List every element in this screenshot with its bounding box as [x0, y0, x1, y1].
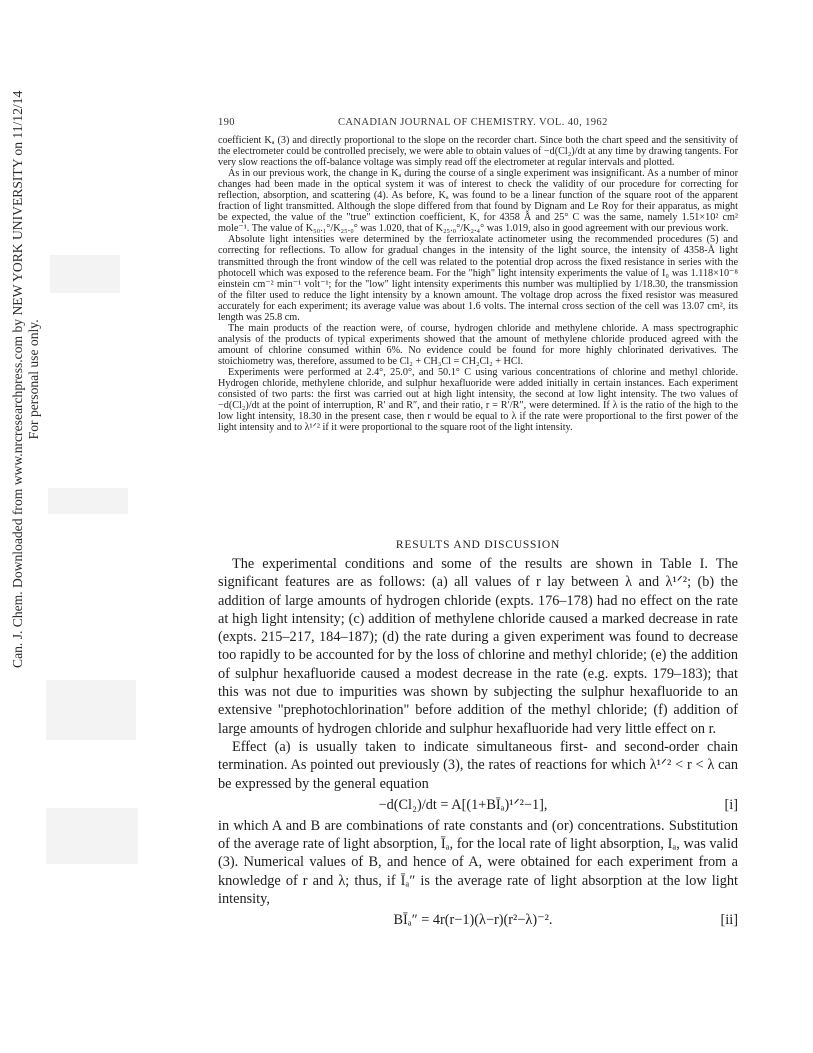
results-text — [218, 555, 738, 932]
watermark-line-1: Can. J. Chem. Downloaded from www.nrcresearchpress.com by NEW YORK UNIVERSITY on 11/12/14 — [10, 90, 25, 668]
methods-text — [218, 135, 738, 433]
paragraph: in which A and B are combinations of rate constants and (or) concentrations. Substitution of the average rate of light absorption, Īₐ, for the local rate of light absorption, Iₐ, was valid (3). Numerical values of B, and hence of A, were obtained for each experiment from a knowledge of r and λ; thus, if Īₐ″ is the average rate of light absorption at the low light intensity, — [218, 817, 738, 908]
equation-number: [i] — [724, 796, 738, 813]
paragraph: Absolute light intensities were determined by the ferrioxalate actinometer using the recommended procedures (5) and correcting for reflections. To allow for gradual changes in the intensity of the light source, the intensity of 4358-Å light transmitted through the front window of the cell was related to the potential drop across the fixed resistance in series with the photocell which was exposed to the reference beam. For the "high" light intensity experiments the value of I₀ was 1.118×10⁻⁸ einstein cm⁻² min⁻¹ volt⁻¹; for the "low" light intensity experiments this number was multiplied by 1/18.30, the transmission of the filter used to reduce the light intensity by a known amount. The voltage drop across the fixed resistor was measured accurately for each experiment; its average value was about 1.6 volts. The internal cross section of the cell was 13.07 cm², its length was 25.8 cm. — [218, 234, 738, 323]
watermark-line-2: For personal use only. — [26, 319, 41, 440]
section-heading: RESULTS AND DISCUSSION — [395, 539, 561, 551]
scan-smudge — [46, 808, 138, 864]
equation-body: BĪₐ″ = 4r(r−1)(λ−r)(r²−λ)⁻². — [393, 912, 553, 929]
journal-title: CANADIAN JOURNAL OF CHEMISTRY. VOL. 40, 1962 — [338, 117, 608, 128]
equation-number: [ii] — [720, 912, 738, 929]
equation-i — [218, 795, 738, 815]
scan-smudge — [50, 255, 120, 293]
paragraph: As in our previous work, the change in Kₐ during the course of a single experiment was insignificant. As a number of minor changes had been made in the optical system it was of interest to check the validity of our procedure for correcting for reflection, absorption, and scattering (4). As before, Kₐ was found to be a linear function of the square root of the apparent fraction of light transmitted. Although the slope differed from that found by Dignam and Le Roy for their apparatus, as might be expected, the value of the "true" extinction coefficient, K, for 4358 Å and 25° C was the same, namely 1.51×10² cm² mole⁻¹. The value of K₅₀.₁°/K₂₅.₀° was 1.020, that of K₂₅.₀°/K₂.₄° was 1.019, also in good agreement with our previous work. — [218, 168, 738, 235]
scan-smudge — [46, 680, 136, 740]
paragraph: Experiments were performed at 2.4°, 25.0°, and 50.1° C using various concentrations of chlorine and methyl chloride. Hydrogen chloride, methylene chloride, and sulphur hexafluoride were added initially in certain instances. Each experiment consisted of two parts: the first was carried out at high light intensity, the second at low light intensity. The two values of −d(Cl₂)/dt at the point of interruption, R′ and R″, and their ratio, r = R′/R″, were determined. If λ is the ratio of the high to the low light intensity, 18.30 in the present case, then r would be equal to λ if the rate were proportional to the first power of the light intensity and to λ¹ᐟ² if it were proportional to the square root of the light intensity. — [218, 366, 738, 434]
page-number: 190 — [218, 117, 235, 128]
equation-ii — [218, 910, 738, 930]
download-watermark — [0, 0, 46, 1053]
paragraph: The experimental conditions and some of the results are shown in Table I. The significant features are as follows: (a) all values of r lay between λ and λ¹ᐟ²; (b) the addition of large amounts of hydrogen chloride (expts. 176–178) had no effect on the rate at high light intensity; (c) addition of methylene chloride caused a marked decrease in rate (expts. 215–217, 184–187); (d) the rate during a given experiment was found to decrease too rapidly to be accounted for by the loss of chlorine and methyl chloride; (e) the addition of sulphur hexafluoride caused a modest decrease in the rate (e.g. expts. 179–183); that this was not due to impurities was shown by subjecting the sulphur hexafluoride to an extensive "prephotochlorination" before addition of the methyl chloride; (f) addition of large amounts of hydrogen chloride and sulphur hexafluoride had very little effect on r. — [218, 556, 738, 737]
equation-body: −d(Cl₂)/dt = A[(1+BĪₐ)¹ᐟ²−1], — [378, 796, 548, 813]
paragraph: The main products of the reaction were, of course, hydrogen chloride and methylene chloride. A mass spectrographic analysis of the products of typical experiments showed that the amount of methylene chloride produced agreed with the amount of chlorine consumed within 6%. No evidence could be found for more highly chlorinated derivatives. The stoichiometry was, therefore, assumed to be Cl₂ + CH₃Cl = CH₂Cl₂ + HCl. — [218, 322, 738, 367]
paragraph: Effect (a) is usually taken to indicate simultaneous first- and second-order chain termination. As pointed out previously (3), the rates of reactions for which λ¹ᐟ² < r < λ can be expressed by the general equation — [218, 738, 738, 792]
scan-smudge — [48, 488, 128, 514]
paragraph: coefficient Kₐ (3) and directly proportional to the slope on the recorder chart. Since both the chart speed and the sensitivity of the electrometer could be controlled precisely, we were able to obtain values of −d(Cl₂)/dt at any time by drawing tangents. For very slow reactions the off-balance voltage was simply read off the electrometer at regular intervals and plotted. — [218, 135, 738, 169]
